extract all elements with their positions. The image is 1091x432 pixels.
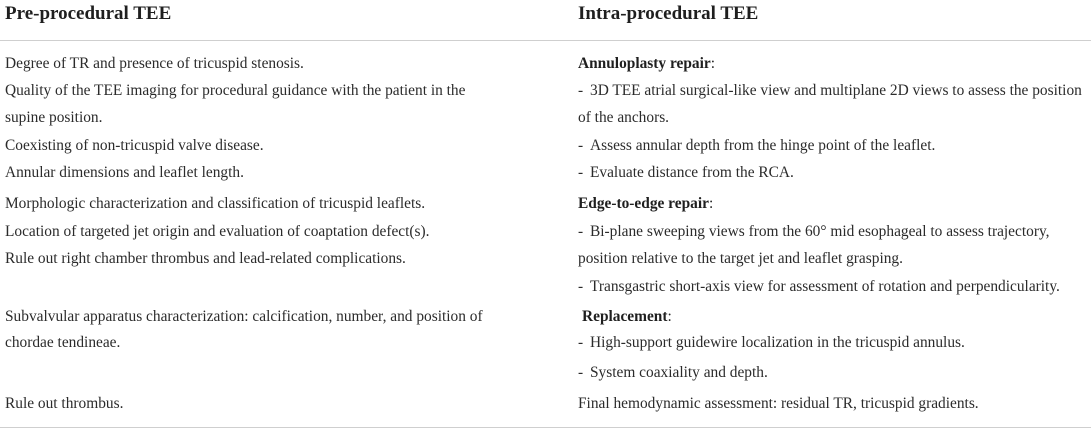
edge-to-edge-heading: Edge-to-edge repair:: [578, 195, 714, 212]
annuloplasty-bullet: - Evaluate distance from the RCA.: [578, 164, 794, 181]
pre-item: Annular dimensions and leaflet length.: [5, 164, 244, 181]
pre-item: Location of targeted jet origin and evaluation of coaptation defect(s).: [5, 223, 430, 240]
edge-to-edge-bullet: - Transgastric short-axis view for assessment of rotation and perpendicularity.: [578, 278, 1060, 295]
edge-to-edge-bullet: - Bi-plane sweeping views from the 60° mid esophageal to assess trajectory,: [578, 223, 1050, 240]
replacement-bullet: - System coaxiality and depth.: [578, 364, 768, 381]
pre-item: Coexisting of non-tricuspid valve disease.: [5, 137, 264, 154]
edge-to-edge-bullet-continued: position relative to the target jet and leaflet grasping.: [578, 250, 903, 267]
pre-item: Morphologic characterization and classification of tricuspid leaflets.: [5, 195, 426, 212]
header-intra-procedural: Intra-procedural TEE: [578, 3, 759, 24]
pre-item-continued: supine position.: [5, 109, 103, 126]
header-pre-procedural: Pre-procedural TEE: [5, 3, 172, 24]
annuloplasty-bullet-continued: of the anchors.: [578, 109, 670, 126]
annuloplasty-heading: Annuloplasty repair:: [578, 55, 715, 72]
table-bottom-rule: [0, 427, 1091, 428]
annuloplasty-bullet: - 3D TEE atrial surgical-like view and multiplane 2D views to assess the position: [578, 82, 1082, 99]
replacement-heading: Replacement:: [582, 308, 672, 325]
pre-item-continued: chordae tendineae.: [5, 334, 121, 351]
replacement-bullet: - High-support guidewire localization in the tricuspid annulus.: [578, 334, 965, 351]
pre-item: Degree of TR and presence of tricuspid stenosis.: [5, 55, 304, 72]
annuloplasty-bullet: - Assess annular depth from the hinge point of the leaflet.: [578, 137, 936, 154]
table-header-row: [0, 0, 1091, 41]
final-assessment: Final hemodynamic assessment: residual TR, tricuspid gradients.: [578, 395, 979, 412]
pre-item: Rule out right chamber thrombus and lead-related complications.: [5, 250, 406, 267]
pre-item: Rule out thrombus.: [5, 395, 124, 412]
pre-item: Quality of the TEE imaging for procedural guidance with the patient in the: [5, 82, 466, 99]
pre-item: Subvalvular apparatus characterization: calcification, number, and position of: [5, 308, 483, 325]
